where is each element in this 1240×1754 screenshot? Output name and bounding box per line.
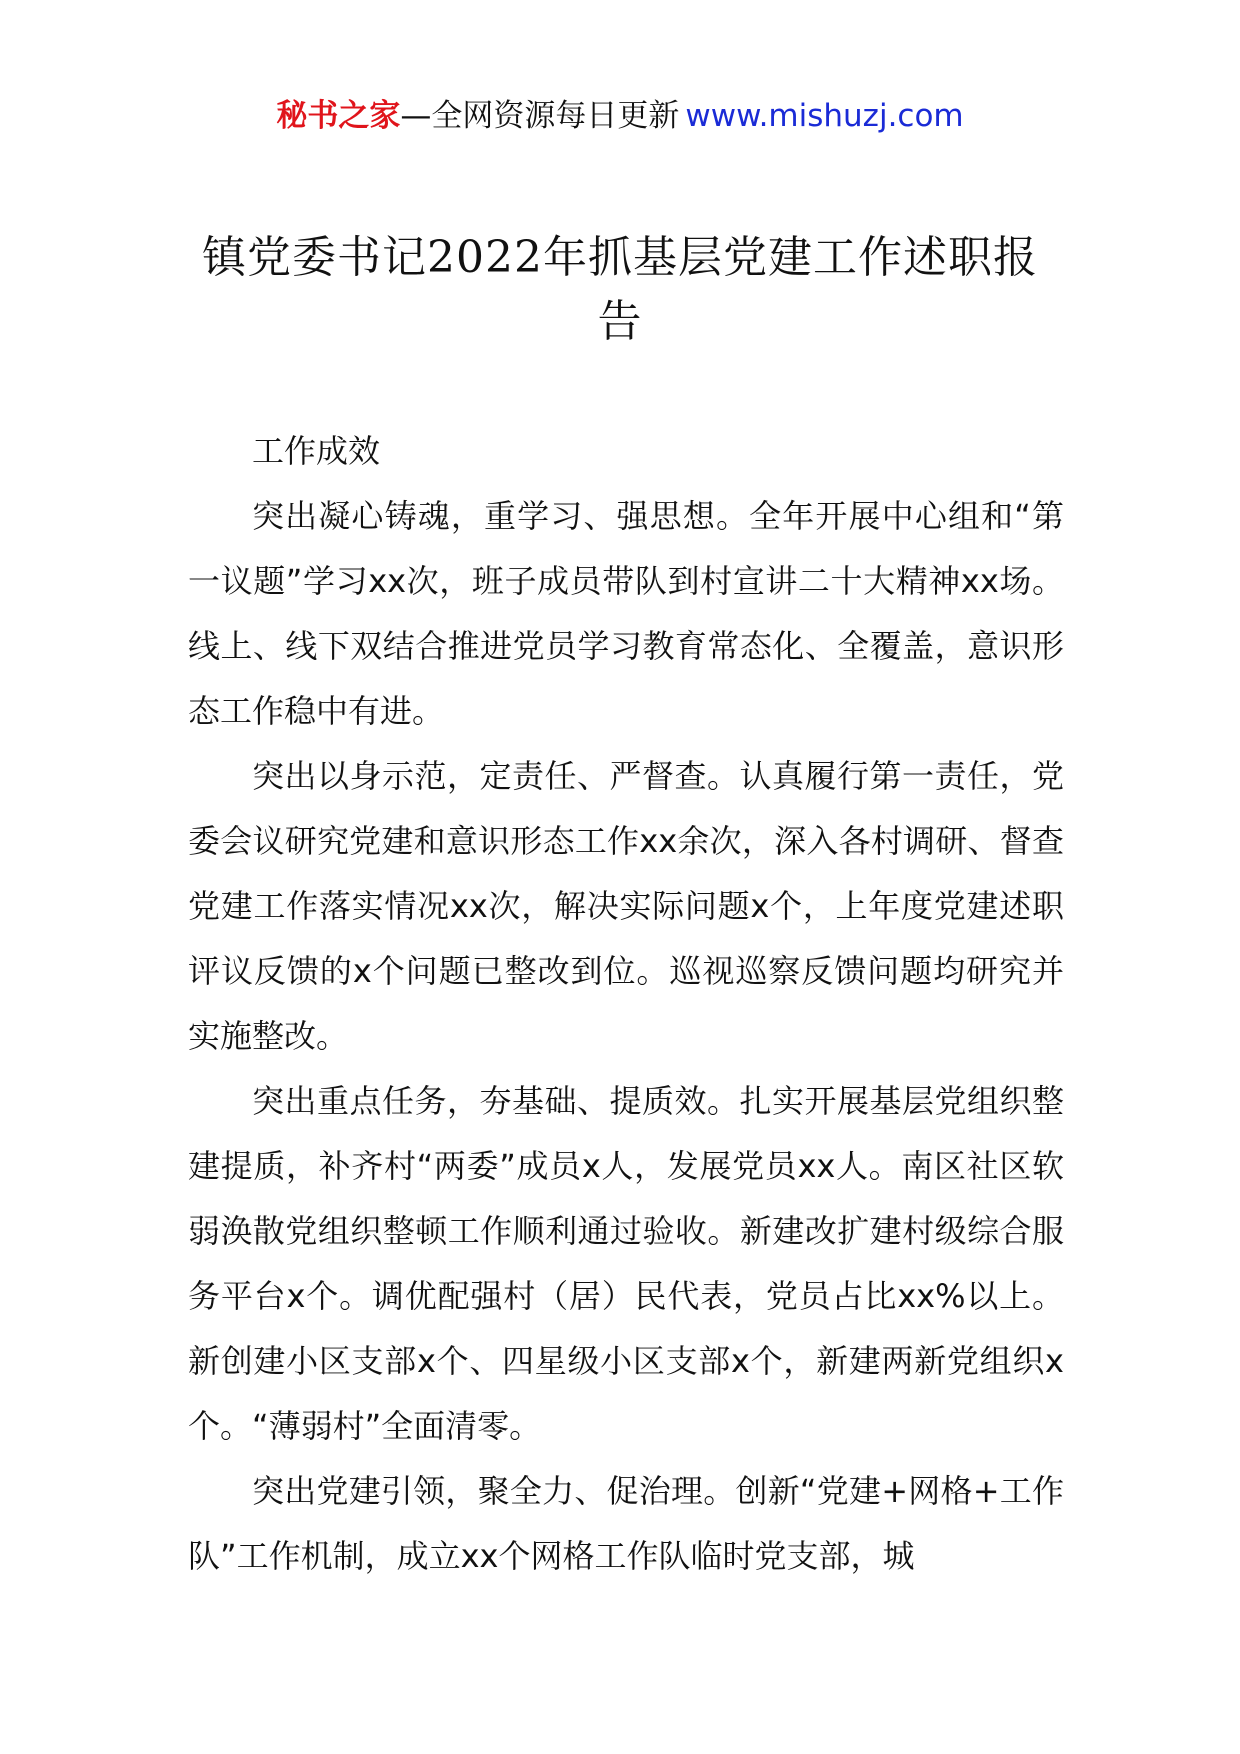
document-body bbox=[188, 419, 1064, 1589]
body-paragraph: 突出党建引领，聚全力、促治理。创新“党建+网格+工作队”工作机制，成立xx个网格工作队临时党支部，城 bbox=[188, 1472, 1064, 1575]
site-url-link[interactable]: www.mishuzj.com bbox=[685, 98, 964, 134]
body-paragraph: 突出以身示范，定责任、严督查。认真履行第一责任，党委会议研究党建和意识形态工作xx余次，深入各村调研、督查党建工作落实情况xx次，解决实际问题x个，上年度党建述职评议反馈的x个问题已整改到位。巡视巡察反馈问题均研究并实施整改。 bbox=[188, 757, 1064, 1055]
body-paragraph: 突出凝心铸魂，重学习、强思想。全年开展中心组和“第一议题”学习xx次，班子成员带队到村宣讲二十大精神xx场。线上、线下双结合推进党员学习教育常态化、全覆盖，意识形态工作稳中有进。 bbox=[188, 497, 1064, 730]
section-heading: 工作成效 bbox=[252, 432, 381, 470]
document-title: 镇党委书记2022年抓基层党建工作述职报告 bbox=[202, 232, 1038, 347]
body-paragraph: 突出重点任务，夯基础、提质效。扎实开展基层党组织整建提质，补齐村“两委”成员x人，发展党员xx人。南区社区软弱涣散党组织整顿工作顺利通过验收。新建改扩建村级综合服务平台x个。调优配强村（居）民代表，党员占比xx%以上。新创建小区支部x个、四星级小区支部x个，新建两新党组织x个。“薄弱村”全面清零。 bbox=[188, 1082, 1064, 1445]
site-brand[interactable]: 秘书之家 bbox=[276, 98, 401, 134]
site-slogan: —全网资源每日更新 bbox=[400, 98, 680, 134]
site-header bbox=[0, 96, 1240, 136]
